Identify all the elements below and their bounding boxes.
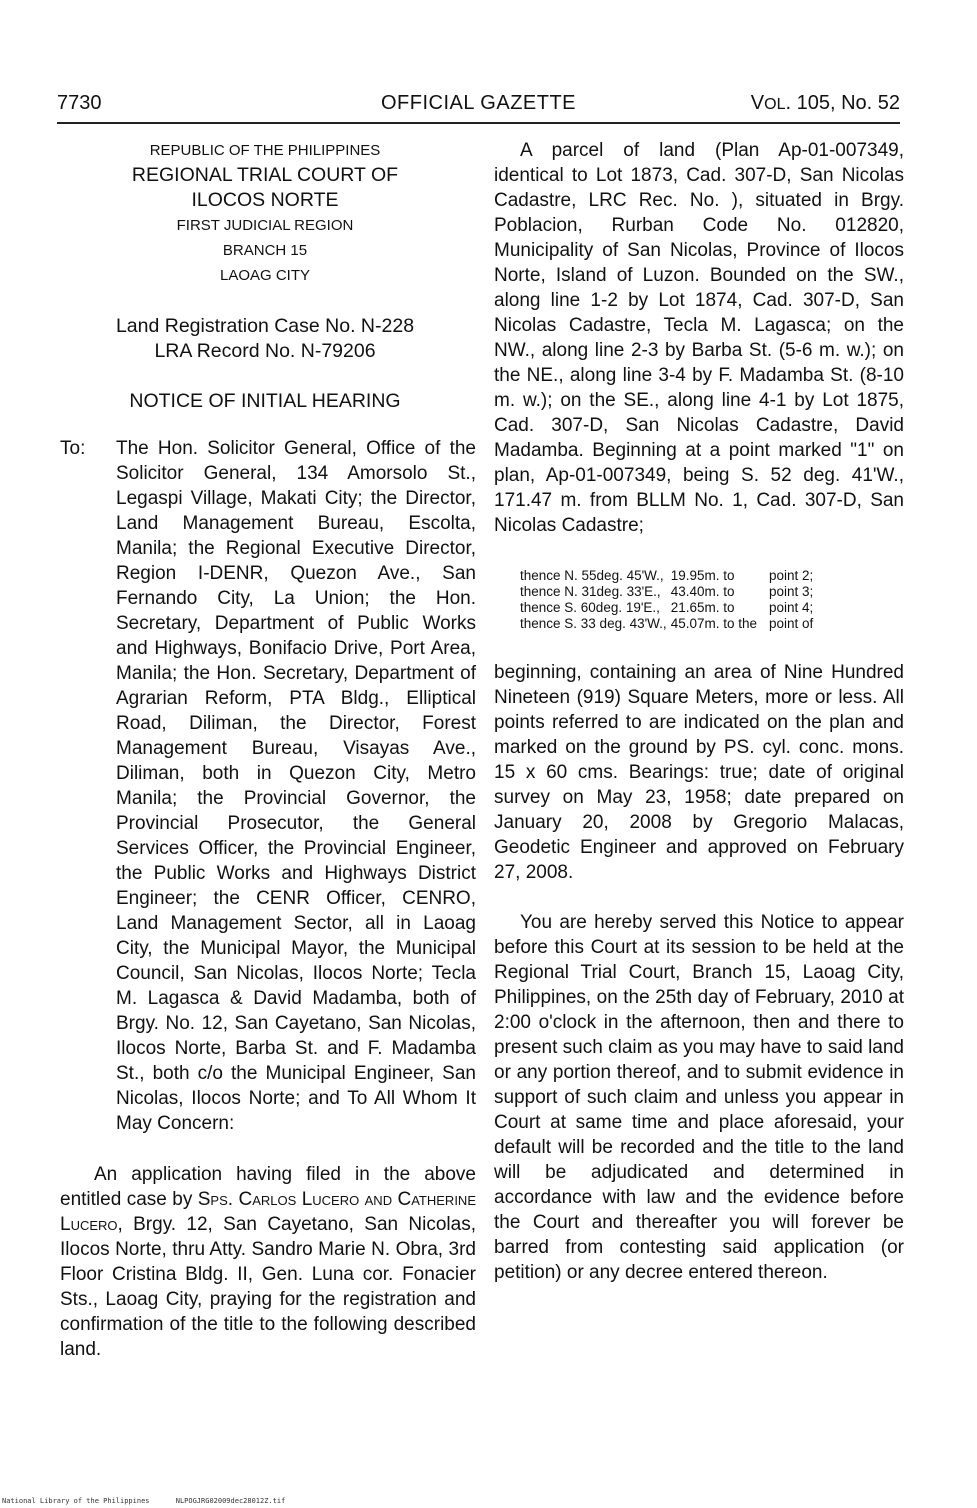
bearing-direction: thence N. 55deg. 45'W.,	[520, 568, 664, 583]
lra-record: LRA Record No. N-79206	[154, 340, 376, 362]
bearing-row	[520, 568, 817, 584]
area-description-paragraph: beginning, containing an area of Nine Hundred Nineteen (919) Square Meters, more or less. All points referred to are indicated on the plan and marked on the ground by PS. cyl. conc. mons. 15 x 60 cms. Bearings: true; date of original survey on May 23, 1958; date prepared on January 20, 2008 by Gregorio Malacas, Geodetic Engineer and approved on February 27, 2008.	[494, 662, 904, 883]
bearing-point: point 2;	[769, 568, 814, 583]
notice-title: NOTICE OF INITIAL HEARING	[129, 390, 401, 412]
publication-title: OFFICIAL GAZETTE	[380, 92, 577, 114]
bearing-point: point of	[769, 616, 814, 631]
page-header	[57, 90, 900, 124]
bearing-row	[520, 584, 817, 600]
application-text-2: , Brgy. 12, San Cayetano, San Nicolas, Ilocos Norte, thru Atty. Sandro Marie N. Obra, 3rd Floor Cristina Bldg. II, Gen. Luna cor. Fonacier Sts., Laoag City, praying for the registration and confirmation of the title to the following described land.	[60, 1214, 476, 1360]
notice-served-paragraph: You are hereby served this Notice to appear before this Court at its session to be held at the Regional Trial Court, Branch 15, Laoag City, Philippines, on the 25th day of February, 2010 at 2:00 o'clock in the afternoon, then and there to present such claim as you may have to said land or any portion thereof, and to submit evidence in support of such claim and unless you appear in Court at same time and place aforesaid, your default will be recorded and the title to the land will be adjudicated and determined in accordance with law and the evidence before the Court and thereafter you will forever be barred from contesting said application (or petition) or any decree entered thereon.	[494, 912, 904, 1283]
republic-line: REPUBLIC OF THE PHILIPPINES	[149, 142, 381, 159]
court-name-line-1: REGIONAL TRIAL COURT OF	[131, 164, 399, 186]
bearing-distance: 43.40m. to	[670, 584, 735, 599]
right-column	[494, 138, 904, 1285]
left-column	[60, 138, 476, 1362]
region-line: FIRST JUDICIAL REGION	[176, 217, 354, 234]
bearings-table	[520, 568, 817, 632]
applicants-names: Sps. Carlos Lucero and Catherine Lucero	[60, 1189, 476, 1235]
bearing-distance: 19.95m. to	[670, 568, 735, 583]
volume-rest: . 105, No. 52	[785, 92, 900, 114]
court-name-line-2: ILOCOS NORTE	[191, 189, 339, 211]
bearing-direction: thence S. 60deg. 19'E.,	[520, 600, 660, 615]
volume-prefix: V	[750, 92, 765, 114]
scan-file-name: NLPOGJRG02009dec28012Z.tif	[175, 1497, 286, 1505]
bearing-point: point 3;	[769, 584, 814, 599]
bearing-direction: thence S. 33 deg. 43'W.,	[520, 616, 667, 631]
page-number: 7730	[57, 92, 102, 114]
case-heading	[60, 314, 470, 364]
to-label: To:	[60, 438, 86, 459]
paragraph-gap	[494, 885, 904, 910]
bearing-row	[520, 616, 817, 632]
library-credit: National Library of the Philippines	[2, 1497, 150, 1505]
bearing-distance: 45.07m. to the	[670, 616, 757, 631]
application-text-1: An application having filed in the above entitled case by	[60, 1164, 476, 1210]
bearing-direction: thence N. 31deg. 33'E.,	[520, 584, 661, 599]
addressees-text: The Hon. Solicitor General, Office of the Solicitor General, 134 Amorsolo St., Legaspi Village, Makati City; the Director, Land Management Bureau, Escolta, Manila; the Regional Executive Director, Region I-DENR, Quezon Ave., San Fernando City, La Union; the Hon. Secretary, Department of Public Works and Highways, Bonifacio Drive, Port Area, Manila; the Hon. Secretary, Department of Agrarian Reform, PTA Bldg., Elliptical Road, Diliman, the Director, Forest Management Bureau, Visayas Ave., Diliman, both in Quezon City, Metro Manila; the Provincial Governor, the Provincial Prosecutor, the General Services Officer, the Provincial Engineer, the Public Works and Highways District Engineer; the CENR Officer, CENRO, Land Management Sector, all in Laoag City, the Municipal Mayor, the Municipal Council, San Nicolas, Ilocos Norte; Tecla M. Lagasca & David Madamba, both of Brgy. No. 12, San Cayetano, San Nicolas, Ilocos Norte, Barba St. and F. Madamba St., both c/o the Municipal Engineer, San Nicolas, Ilocos Norte; and To All Whom It May Concern:	[116, 438, 476, 1134]
bearing-row	[520, 600, 817, 616]
addressees-block	[60, 436, 476, 1136]
branch-line: BRANCH 15	[222, 242, 308, 259]
bearing-point: point 4;	[769, 600, 814, 615]
parcel-paragraph: A parcel of land (Plan Ap-01-007349, identical to Lot 1873, Cad. 307-D, San Nicolas Cadastre, LRC Rec. No. ), situated in Brgy. Poblacion, Rurban Code No. 012820, Municipality of San Nicolas, Province of Ilocos Norte, Island of Luzon. Bounded on the SW., along line 1-2 by Lot 1874, Cad. 307-D, San Nicolas Cadastre, Tecla M. Lagasca; on the NW., along line 2-3 by Barba St. (5-6 m. w.); on the NE., along line 3-4 by F. Madamba St. (8-10 m. w.); on the SE., along line 4-1 by Lot 1875, Cad. 307-D, San Nicolas Cadastre, David Madamba. Beginning at a point marked "1" on plan, Ap-01-007349, being S. 52 deg. 41'W., 171.47 m. from BLLM No. 1, Cad. 307-D, San Nicolas Cadastre;	[494, 140, 904, 536]
case-number: Land Registration Case No. N-228	[115, 315, 415, 337]
volume-number	[751, 92, 900, 115]
court-heading	[60, 138, 470, 288]
volume-small: OL	[764, 96, 786, 113]
scan-footer	[2, 1497, 307, 1505]
city-line: LAOAG CITY	[219, 267, 311, 284]
bearing-distance: 21.65m. to	[670, 600, 735, 615]
application-paragraph	[60, 1162, 476, 1362]
